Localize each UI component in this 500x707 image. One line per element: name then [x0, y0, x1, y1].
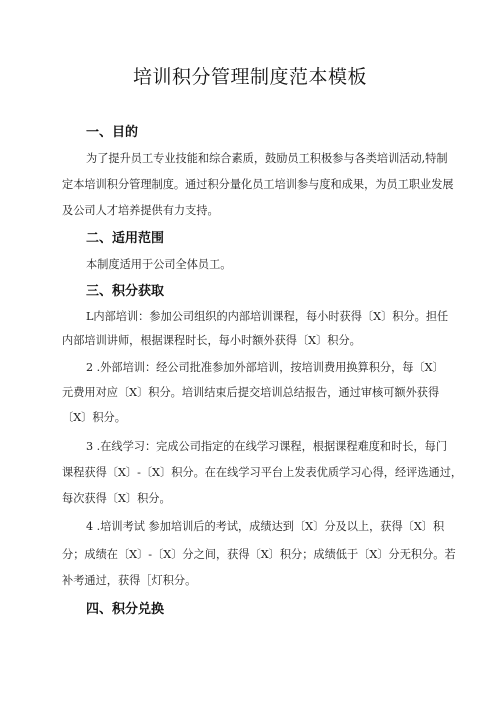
list-item-line: 课程获得〔X〕-〔X〕积分。在在线学习平台上发表优质学习心得，经评选通过， [62, 466, 463, 479]
list-item-line: 元费用对应〔X〕积分。培训结束后提交培训总结报告，通过审核可额外获得 [62, 386, 440, 399]
list-item-line: 补考通过，获得［灯积分。 [62, 574, 197, 587]
list-item-line: 内部培训讲师，根据课程时长，每小时额外获得〔X〕积分。 [62, 334, 361, 347]
section-heading-earning: 三、积分获取 [86, 284, 165, 299]
document-title: 培训积分管理制度范本模板 [132, 66, 367, 88]
list-item-line: 4 .培训考试 参加培训后的考试，成绩达到〔X〕分及以上，获得〔X〕积 [86, 520, 445, 533]
section-heading-redemption: 四、积分兑换 [86, 602, 165, 617]
paragraph-line: 本制度适用于公司全体员工。 [86, 258, 232, 271]
list-item-line: 2 .外部培训：经公司批准参加外部培训，按培训费用换算积分，每〔X〕 [86, 361, 444, 374]
list-item-line: 每次获得〔X〕积分。 [62, 492, 171, 505]
list-item-line: 〔X〕积分。 [62, 411, 126, 424]
paragraph-line: 为了提升员工专业技能和综合素质，鼓励员工积极参与各类培训活动,特制 [86, 152, 448, 165]
section-heading-purpose: 一、目的 [86, 125, 139, 140]
paragraph-line: 定本培训积分管理制度。通过积分量化员工培训参与度和成果，为员工职业发展 [62, 178, 454, 191]
list-item-line: L内部培训：参加公司组织的内部培训课程，每小时获得〔X〕积分。担任 [86, 310, 449, 323]
section-heading-scope: 二、适用范围 [86, 231, 165, 246]
paragraph-line: 及公司人才培养提供有力支持。 [62, 204, 219, 217]
list-item-line: 分；成绩在〔X〕-〔X〕分之间，获得〔X〕积分；成绩低于〔X〕分无积分。若 [62, 548, 456, 561]
list-item-line: 3 .在线学习：完成公司指定的在线学习课程，根据课程难度和时长，每门 [86, 440, 448, 453]
